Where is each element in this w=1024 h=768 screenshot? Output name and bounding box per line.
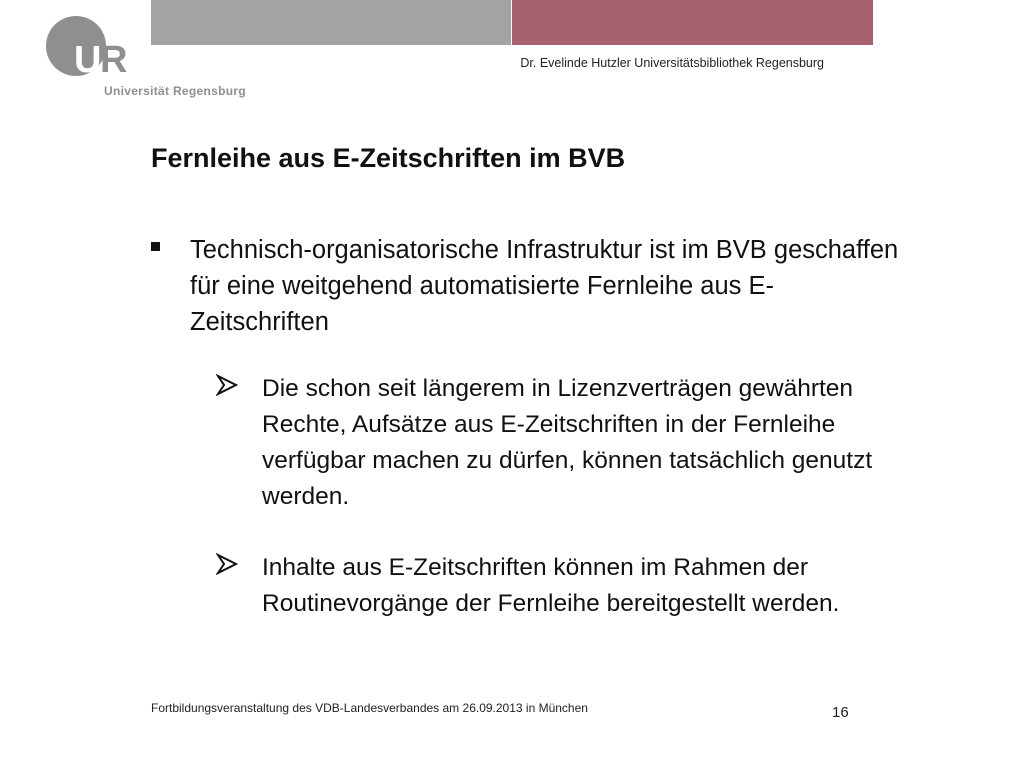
- sub-bullet-text: Inhalte aus E-Zeitschriften können im Rahmen der Routinevorgänge der Fernleihe bereitgestellt werden.: [262, 554, 840, 617]
- square-bullet-icon: [151, 242, 160, 251]
- slide-title: Fernleihe aus E-Zeitschriften im BVB: [151, 143, 626, 173]
- page-number: 16: [832, 704, 849, 721]
- arrow-bullet-icon: [216, 553, 238, 575]
- university-name: Universität Regensburg: [104, 84, 246, 98]
- footer-event: Fortbildungsveranstaltung des VDB-Landesverbandes am 26.09.2013 in München: [151, 701, 588, 715]
- bullet-item: [151, 232, 911, 340]
- logo-mark-r: R: [100, 39, 128, 81]
- header-bar-red: [512, 0, 873, 45]
- logo-mark-u: U: [74, 39, 102, 81]
- sub-bullet-item: [216, 550, 916, 622]
- header-author: Dr. Evelinde Hutzler Universitätsbibliothek Regensburg: [520, 56, 824, 70]
- university-logo-icon: [40, 14, 140, 84]
- header-bar-gray: [151, 0, 511, 45]
- sub-bullet-item: [216, 371, 916, 515]
- arrow-bullet-icon: [216, 374, 238, 396]
- sub-bullet-text: Die schon seit längerem in Lizenzverträgen gewährten Rechte, Aufsätze aus E-Zeitschriften in der Fernleihe verfügbar machen zu dürfen, können tatsächlich genutzt werden.: [262, 375, 873, 510]
- bullet-text: Technisch-organisatorische Infrastruktur ist im BVB geschaffen für eine weitgehend automatisierte Fernleihe aus E-Zeitschriften: [190, 236, 899, 336]
